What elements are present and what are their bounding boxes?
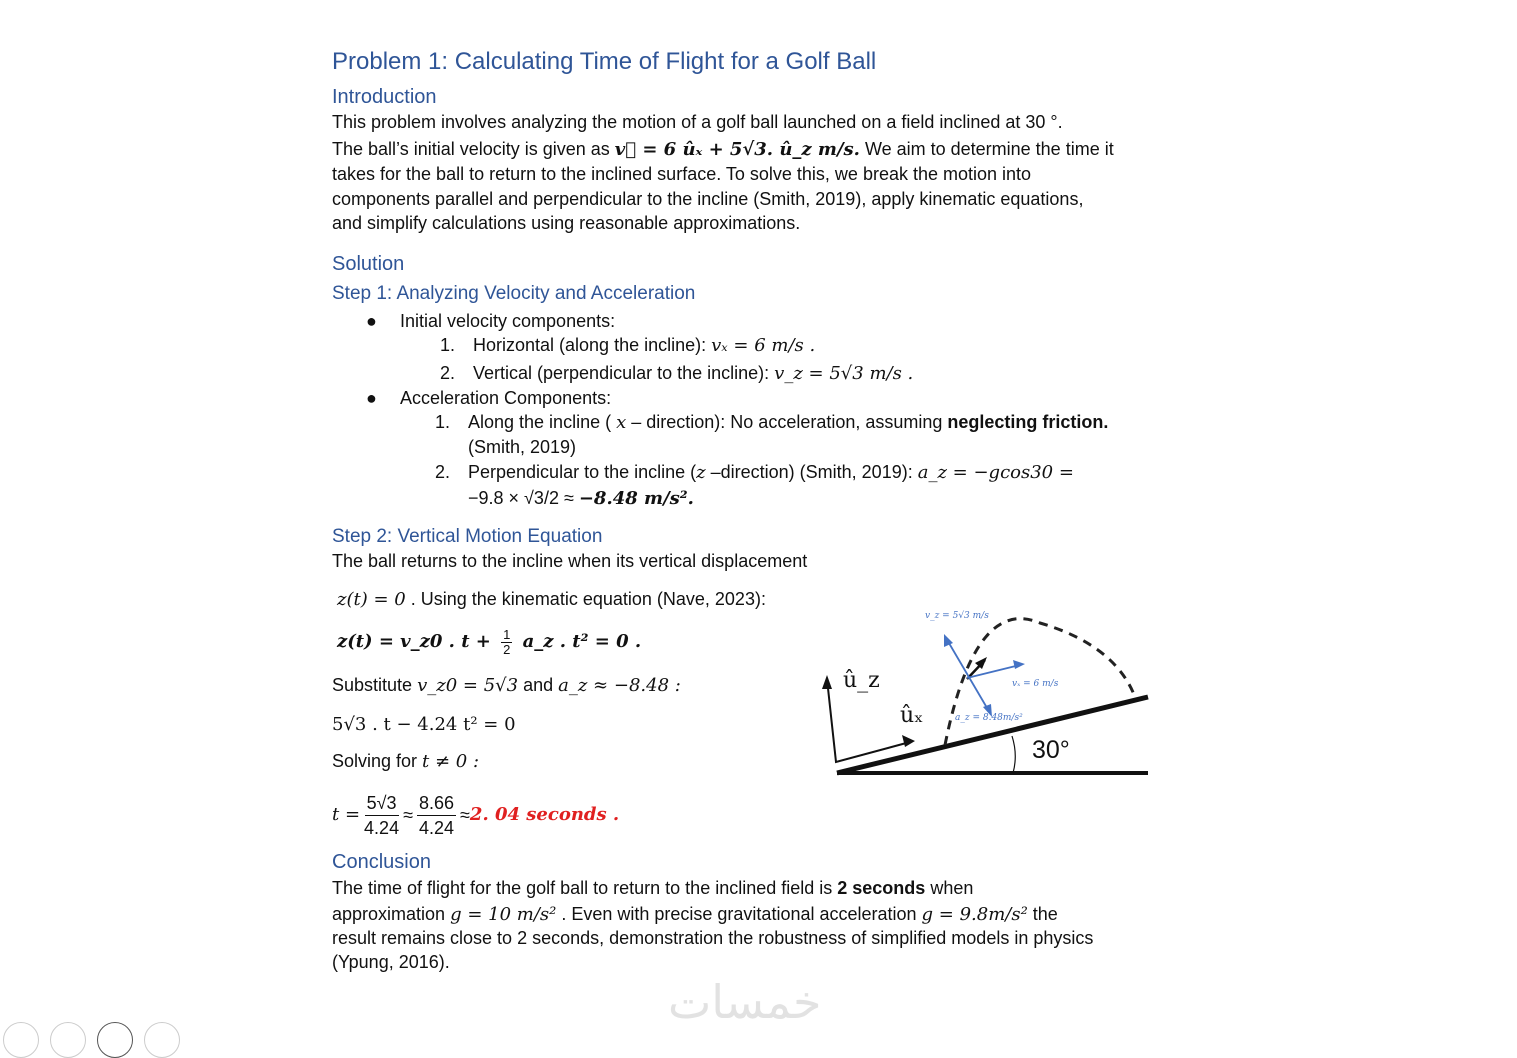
text: Substitute <box>332 675 418 695</box>
conclusion-heading: Conclusion <box>332 851 431 873</box>
text: Perpendicular to the incline ( <box>468 462 697 482</box>
step2-heading: Step 2: Vertical Motion Equation <box>332 526 603 547</box>
result-value: 2. 04 seconds . <box>469 804 620 825</box>
math: −9.8 × √3/2 ≈ <box>468 488 579 508</box>
bold-text: 2 seconds <box>837 878 926 898</box>
math: g = 9.8m/s² <box>921 904 1028 925</box>
incline-diagram <box>815 605 1160 785</box>
text: when <box>925 878 974 898</box>
bullet-text: Acceleration Components: <box>400 388 612 408</box>
frac-num: 8.66 <box>417 791 456 816</box>
math: t ≠ 0 : <box>422 751 480 772</box>
approx: ≈ <box>460 805 470 825</box>
math: z(t) = v_z0 . t + <box>337 631 498 652</box>
text: . Even with precise gravitational acceleration <box>556 904 922 924</box>
conclusion-line <box>332 902 1058 927</box>
math: g = 10 m/s² <box>450 904 557 925</box>
math-bold: −8.48 m/s². <box>578 488 694 509</box>
list-item <box>473 361 913 386</box>
text: –direction) (Smith, 2019): <box>705 462 918 482</box>
more-icon[interactable] <box>144 1022 180 1058</box>
search-icon[interactable] <box>3 1022 39 1058</box>
math: a_z ≈ −8.48 : <box>558 675 681 696</box>
frac-den: 4.24 <box>364 817 400 838</box>
step1-heading: Step 1: Analyzing Velocity and Acceleration <box>332 283 696 304</box>
frac-num: 5√3 <box>365 791 399 816</box>
bullet-icon: ● <box>366 311 377 331</box>
bullet-icon: ● <box>366 388 377 408</box>
diagram-label-ux: ûₓ <box>900 703 924 728</box>
conclusion-line: (Ypung, 2016). <box>332 952 450 972</box>
bullet-text: Initial velocity components: <box>400 311 616 331</box>
math: a_z = −gcos30 = <box>917 462 1074 483</box>
list-item-cont: (Smith, 2019) <box>468 437 577 457</box>
list-number: 1. <box>440 335 456 355</box>
list-item <box>468 460 1074 485</box>
equation-line: 5√3 . t − 4.24 t² = 0 <box>332 714 516 735</box>
text: Solving for <box>332 751 423 771</box>
text: . Using the kinematic equation (Nave, 2023): <box>405 589 766 609</box>
intro-line: and simplify calculations using reasonable approximations. <box>332 213 801 233</box>
text: approximation <box>332 904 451 924</box>
text: Vertical (perpendicular to the incline): <box>473 363 775 383</box>
intro-line: This problem involves analyzing the motion of a golf ball launched on a field inclined at 30 °. <box>332 112 1063 132</box>
diagram-label-az: a_z = 8.48m/s² <box>955 713 1023 723</box>
diagram-angle: 30° <box>1032 736 1070 764</box>
frac-den: 2 <box>503 641 511 657</box>
text: the <box>1027 904 1058 924</box>
intro-line: components parallel and perpendicular to the incline (Smith, 2019), apply kinematic equations, <box>332 189 1084 209</box>
substitute-line <box>332 673 681 698</box>
math: v_z = 5√3 m/s . <box>774 363 914 384</box>
conclusion-line: result remains close to 2 seconds, demonstration the robustness of simplified models in physics <box>332 928 1094 948</box>
math: v_z0 = 5√3 <box>417 675 519 696</box>
solution-heading: Solution <box>332 253 405 275</box>
list-number: 2. <box>440 363 456 383</box>
step2-text: The ball returns to the incline when its vertical displacement <box>332 551 808 571</box>
text: Horizontal (along the incline): <box>473 335 712 355</box>
text: – direction): No acceleration, assuming <box>626 412 948 432</box>
text: We aim to determine the time it <box>859 139 1114 159</box>
list-item <box>473 333 815 358</box>
list-number: 1. <box>435 412 451 432</box>
intro-line <box>332 137 1114 162</box>
solving-line <box>332 749 479 774</box>
math: z(t) = 0 <box>337 589 406 610</box>
video-icon[interactable] <box>97 1022 133 1058</box>
list-item-cont <box>468 486 694 511</box>
text: Along the incline ( <box>468 412 617 432</box>
watermark-logo: خمسات <box>668 975 822 1029</box>
math: vₓ = 6 m/s . <box>711 335 816 356</box>
math: t = <box>332 804 361 825</box>
bold-text: neglecting friction. <box>947 412 1109 432</box>
step2-text <box>337 587 766 612</box>
intro-heading: Introduction <box>332 86 437 108</box>
page-icon[interactable] <box>50 1022 86 1058</box>
approx: ≈ <box>403 805 413 825</box>
math: v⃗ = 6 ûₓ + 5√3. û_z m/s. <box>614 139 860 160</box>
result-equation <box>332 788 619 842</box>
frac-num: 1 <box>503 626 511 642</box>
list-item <box>468 410 1108 435</box>
math: a_z . t² = 0 . <box>516 631 642 652</box>
conclusion-line <box>332 876 973 900</box>
frac-den: 4.24 <box>418 817 455 838</box>
list-number: 2. <box>435 462 451 482</box>
text: The ball’s initial velocity is given as <box>332 139 615 159</box>
math: z <box>696 462 706 483</box>
diagram-label-vx: vₓ = 6 m/s <box>1012 679 1059 689</box>
kinematic-equation <box>337 618 641 665</box>
diagram-label-uz: û_z <box>843 668 880 693</box>
text: The time of flight for the golf ball to return to the inclined field is <box>332 878 838 898</box>
intro-line: takes for the ball to return to the inclined surface. To solve this, we break the motion into <box>332 164 1032 184</box>
math: x <box>616 412 627 433</box>
diagram-label-vz: v_z = 5√3 m/s <box>925 611 989 621</box>
page-title: Problem 1: Calculating Time of Flight for a Golf Ball <box>332 48 877 75</box>
text: and <box>518 675 559 695</box>
